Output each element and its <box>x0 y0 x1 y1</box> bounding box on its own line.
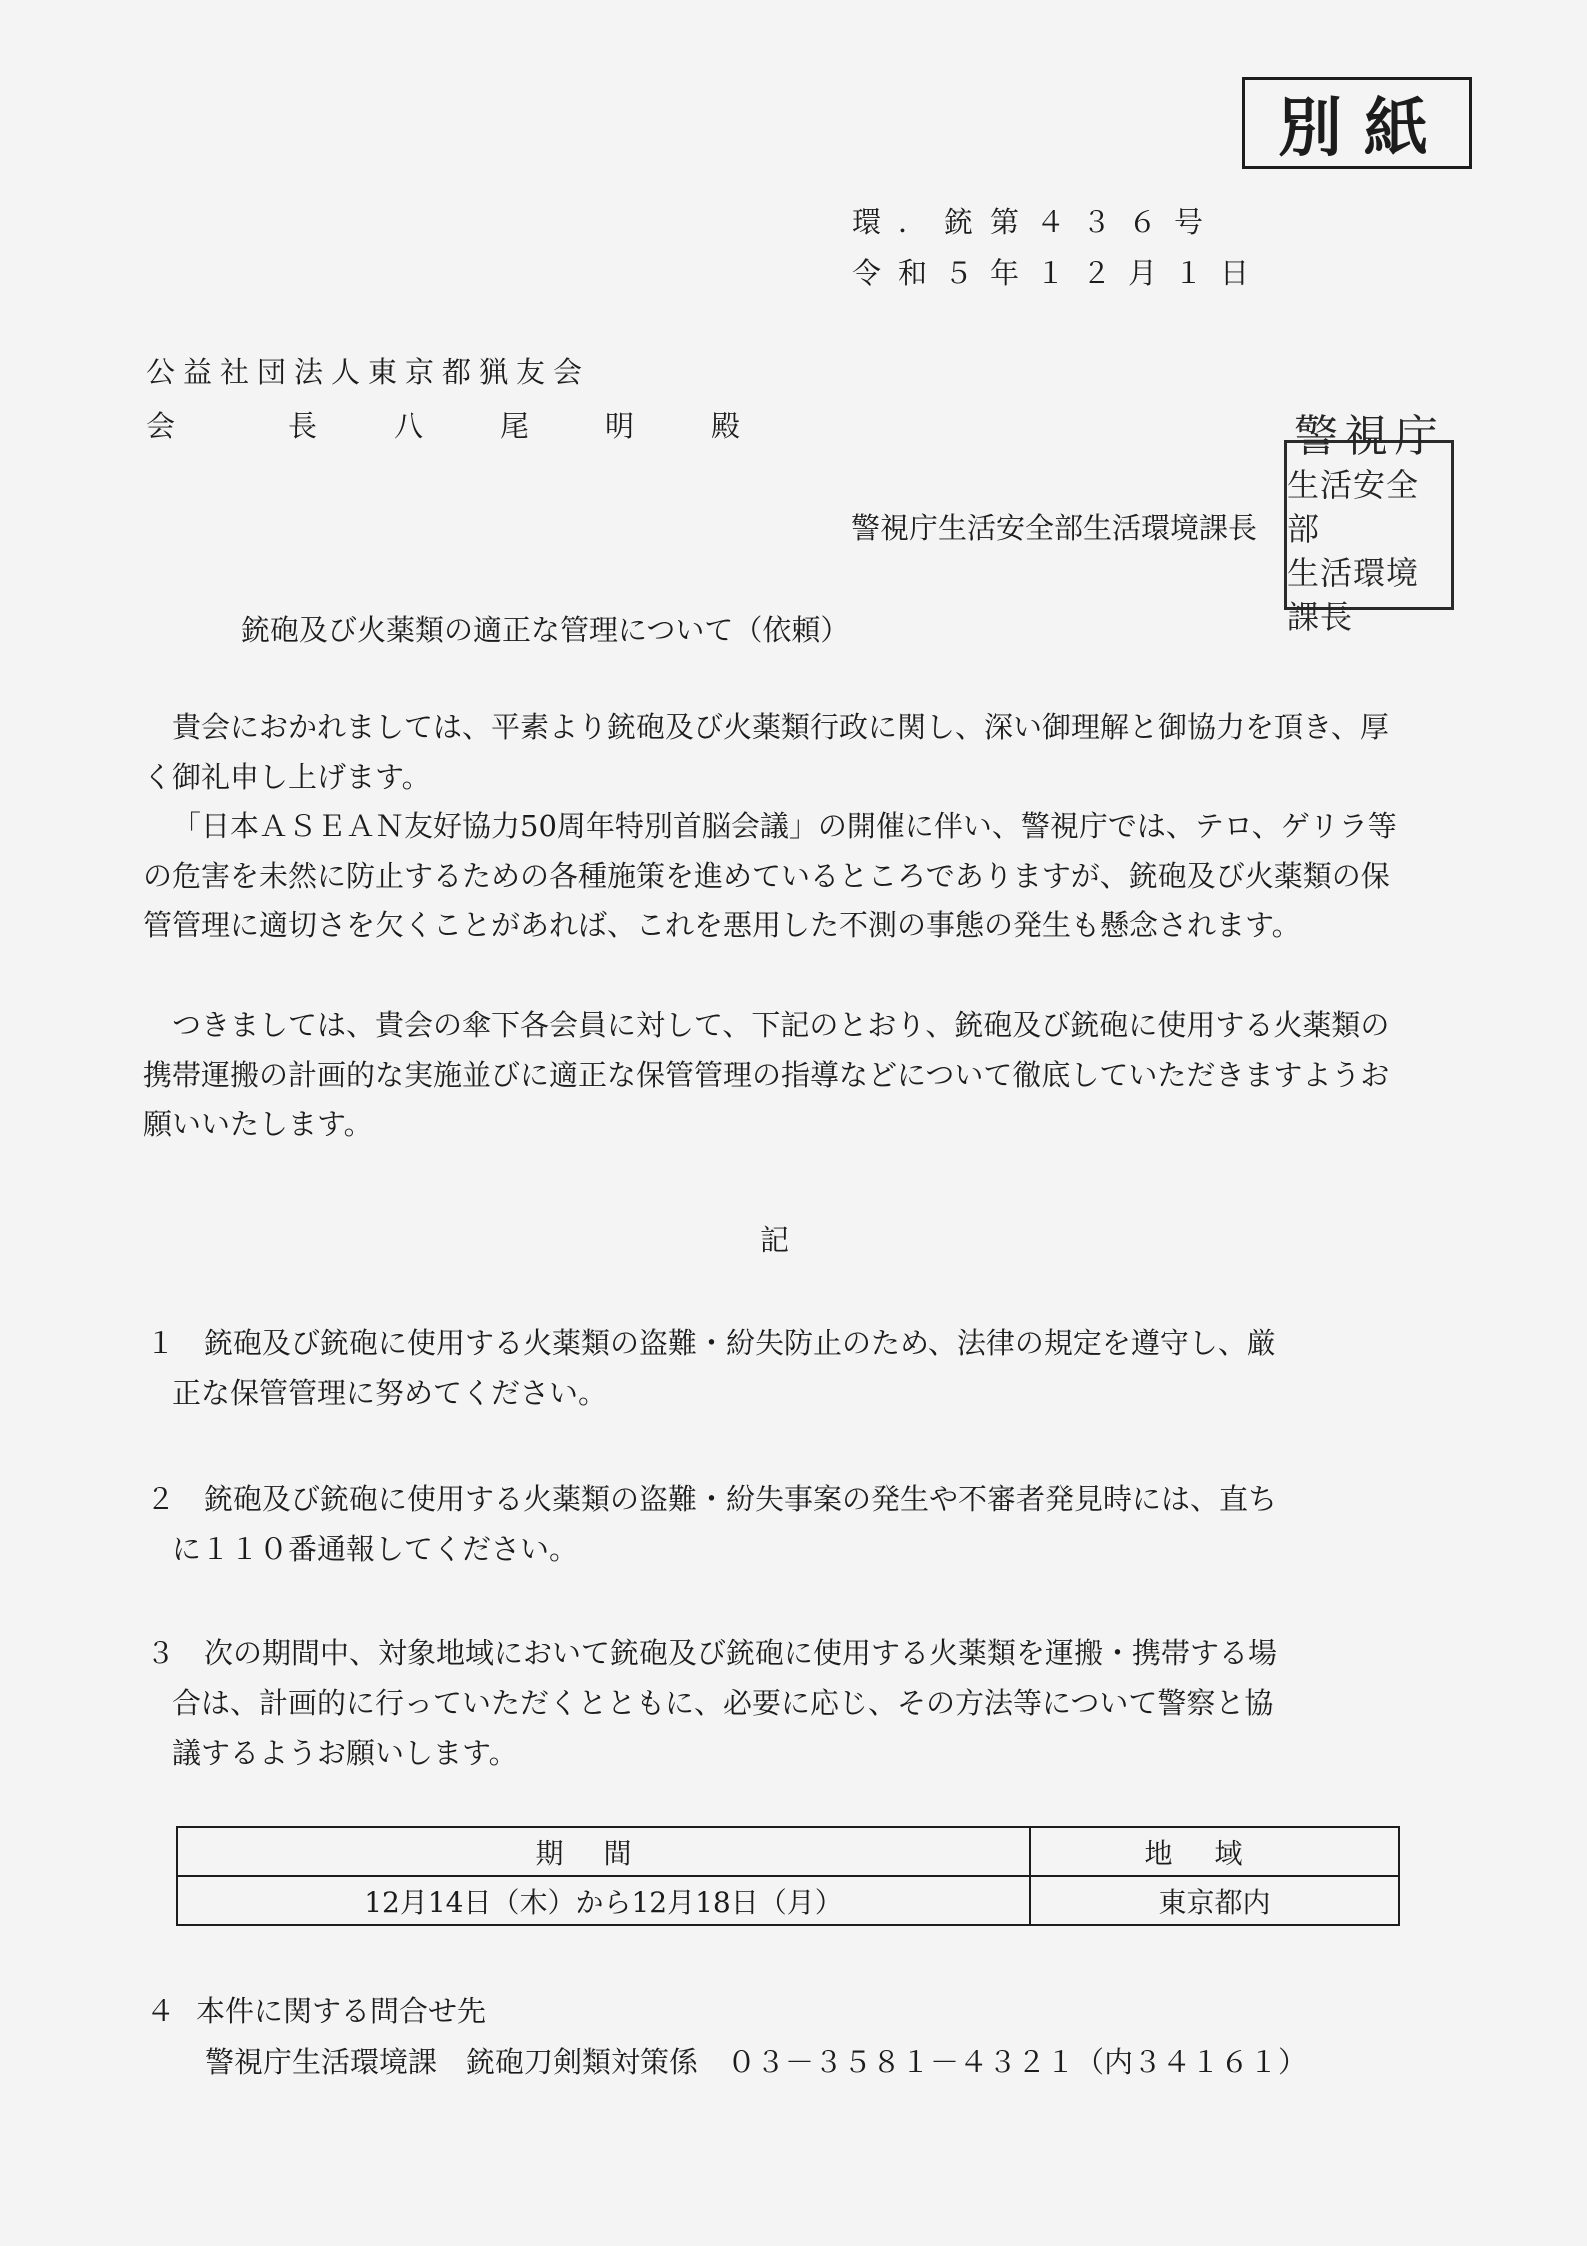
table-header-cell: 期間 <box>177 1827 1030 1876</box>
item-text-line: 議するようお願いします。 <box>172 1736 518 1770</box>
addressee-organization: 公益社団法人東京都猟友会 <box>146 355 591 389</box>
body-paragraph: つきましては、貴会の傘下各会員に対して、下記のとおり、銃砲及び銃砲に使用する火薬類の携帯運搬の計画的な実施並びに適正な保管管理の指導などについて徹底していただきますようお願いいたします。 <box>143 1008 1390 1141</box>
list-item <box>146 1986 1418 2036</box>
list-item <box>146 1318 1418 1418</box>
item-number: ３ <box>146 1636 176 1670</box>
addressee-title-char: 会 <box>146 409 176 443</box>
item-text-line: に１１０番通報してください。 <box>172 1532 579 1566</box>
document-number: 環．銃第４３６号 <box>852 205 1221 239</box>
notes-heading: 記 <box>760 1223 790 1257</box>
item-text-line: 次の期間中、対象地域において銃砲及び銃砲に使用する火薬類を運搬・携帯する場 <box>204 1636 1278 1670</box>
body-paragraph: 貴会におかれましては、平素より銃砲及び火薬類行政に関し、深い御理解と御協力を頂き、厚く御礼申し上げます。 <box>143 710 1389 794</box>
official-seal <box>1284 411 1454 636</box>
seal-line: 警視庁 <box>1294 411 1444 462</box>
item-text-line: 正な保管管理に努めてください。 <box>172 1376 608 1410</box>
item-number: ２ <box>146 1482 176 1516</box>
item-text-line: 銃砲及び銃砲に使用する火薬類の盗難・紛失事案の発生や不審者発見時には、直ち <box>204 1482 1278 1516</box>
contact-info: 警視庁生活環境課 銃砲刀剣類対策係 ０３－３５８１－４３２１（内３４１６１） <box>205 2045 1308 2079</box>
table-header-row <box>177 1827 1399 1876</box>
list-item <box>146 1474 1418 1574</box>
document-date: 令和５年１２月１日 <box>852 256 1267 290</box>
table-row <box>177 1876 1399 1925</box>
addressee-title-char: 長 <box>288 409 318 443</box>
item-text-line: 銃砲及び銃砲に使用する火薬類の盗難・紛失防止のため、法律の規定を遵守し、厳 <box>204 1326 1276 1360</box>
sender-title: 警視庁生活安全部生活環境課長 <box>851 511 1258 545</box>
addressee-honorific: 殿 <box>711 409 741 443</box>
list-item <box>146 1628 1418 1778</box>
addressee-name-char: 尾 <box>500 409 530 443</box>
item-number: １ <box>146 1326 176 1360</box>
period-region-table <box>176 1826 1400 1926</box>
table-header-cell: 地域 <box>1030 1827 1399 1876</box>
table-cell: 12月14日（木）から12月18日（月） <box>177 1876 1030 1925</box>
body-paragraph: 「日本ＡＳＥＡＮ友好協力50周年特別首脳会議」の開催に伴い、警視庁では、テロ、ゲリラ等の危害を未然に防止するための各種施策を進めているところでありますが、銃砲及び火薬類の保管管理に適切さを欠くことがあれば、これを悪用した不測の事態の発生も懸念されます。 <box>143 809 1397 942</box>
addressee-name-line <box>146 400 740 452</box>
seal-line: 生活環境課長 <box>1287 554 1420 636</box>
attachment-label: 別紙 <box>1242 77 1472 169</box>
seal-line: 生活安全部 <box>1287 466 1420 548</box>
addressee-name-char: 八 <box>394 409 424 443</box>
addressee-name-char: 明 <box>605 409 635 443</box>
item-text-line: 合は、計画的に行っていただくとともに、必要に応じ、その方法等について警察と協 <box>172 1686 1274 1720</box>
subject-line: 銃砲及び火薬類の適正な管理について（依頼） <box>241 613 850 647</box>
item-text-line: 本件に関する問合せ先 <box>196 1994 487 2028</box>
item-number: ４ <box>146 1994 176 2028</box>
table-cell: 東京都内 <box>1030 1876 1399 1925</box>
